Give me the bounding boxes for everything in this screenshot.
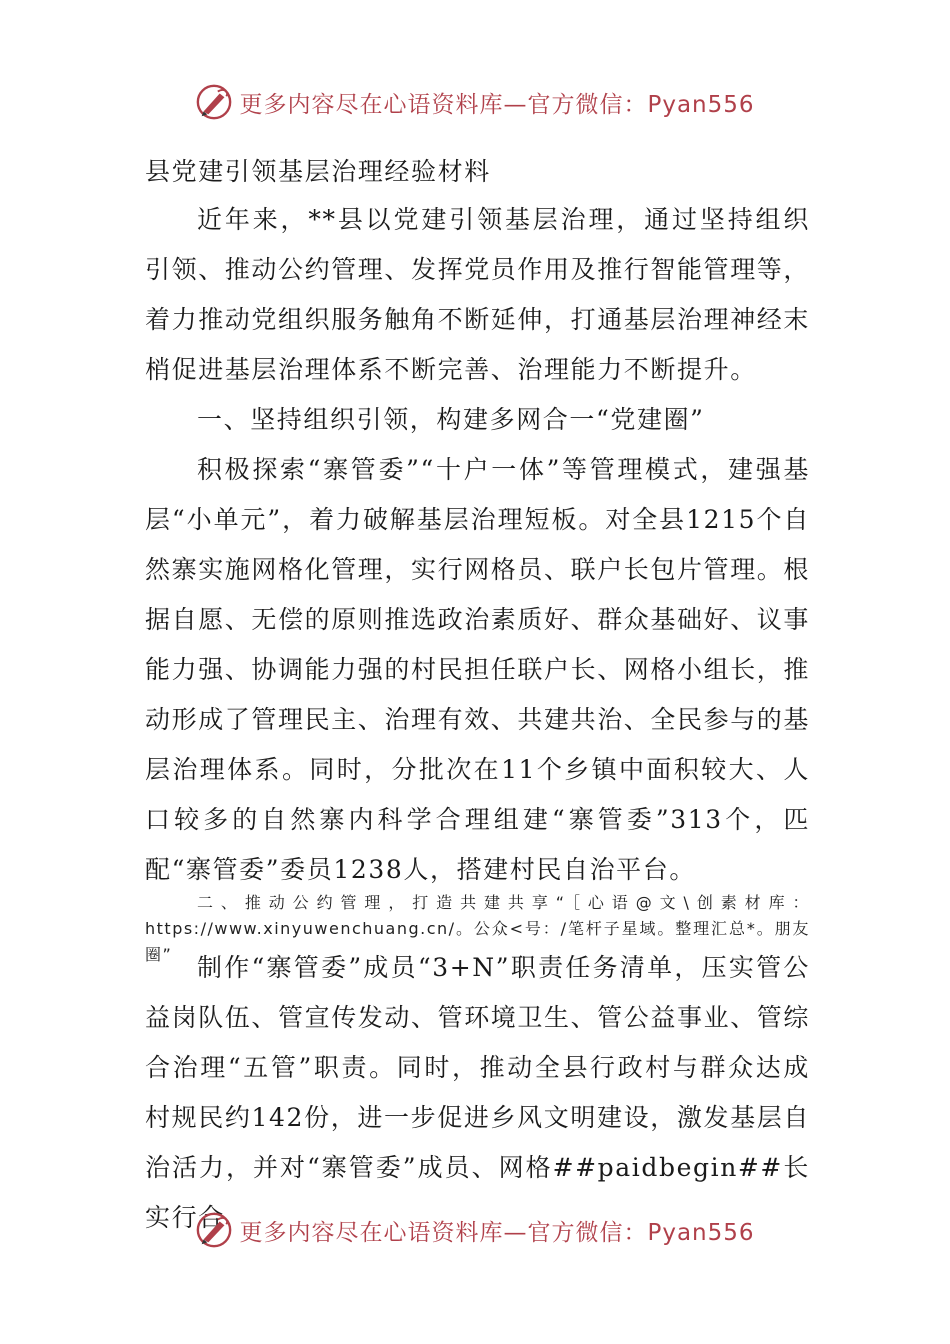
paragraph: 近年来，**县以党建引领基层治理，通过坚持组织引领、推动公约管理、发挥党员作用及推行智能管理等，着力推动党组织服务触角不断延伸，打通基层治理神经末梢促进基层治理体系不断完善、治理能力不断提升。 xyxy=(145,205,811,384)
footer-banner xyxy=(0,1208,950,1252)
pen-logo-icon xyxy=(195,83,233,121)
banner-text: 更多内容尽在心语资料库—官方微信：Pyan556 xyxy=(239,1219,755,1246)
banner-text: 更多内容尽在心语资料库—官方微信：Pyan556 xyxy=(239,91,755,118)
paragraph: 积极探索“寨管委”“十户一体”等管理模式，建强基层“小单元”，着力破解基层治理短板。对全县1215个自然寨实施网格化管理，实行网格员、联户长包片管理。根据自愿、无偿的原则推选政治素质好、群众基础好、议事能力强、协调能力强的村民担任联户长、网格小组长，推动形成了管理民主、治理有效、共建共治、全民参与的基层治理体系。同时，分批次在11个乡镇中面积较大、人口较多的自然寨内科学合理组建“寨管委”313个，匹配“寨管委”委员1238人，搭建村民自治平台。 xyxy=(145,455,811,884)
section-heading: 一、坚持组织引领，构建多网合一“党建圈” xyxy=(197,405,705,434)
document-title: 县党建引领基层治理经验材料 xyxy=(145,157,491,186)
pen-logo-icon xyxy=(195,1211,233,1249)
paragraph: 制作“寨管委”成员“3+N”职责任务清单，压实管公益岗队伍、管宣传发动、管环境卫生、管公益事业、管综合治理“五管”职责。同时，推动全县行政村与群众达成村规民约142份，进一步促进乡风文明建设，激发基层自治活力，并对“寨管委”成员、网格##paidbegin##长实行合 xyxy=(145,953,811,1232)
section-heading-small: 二、推动公约管理，打造共建共享“［心语@文\创素材库：https://www.xinyuwenchuang.cn/。公众<号：/笔杆子星域。整理汇总*。朋友圈” xyxy=(145,893,810,964)
header-banner xyxy=(0,80,950,124)
